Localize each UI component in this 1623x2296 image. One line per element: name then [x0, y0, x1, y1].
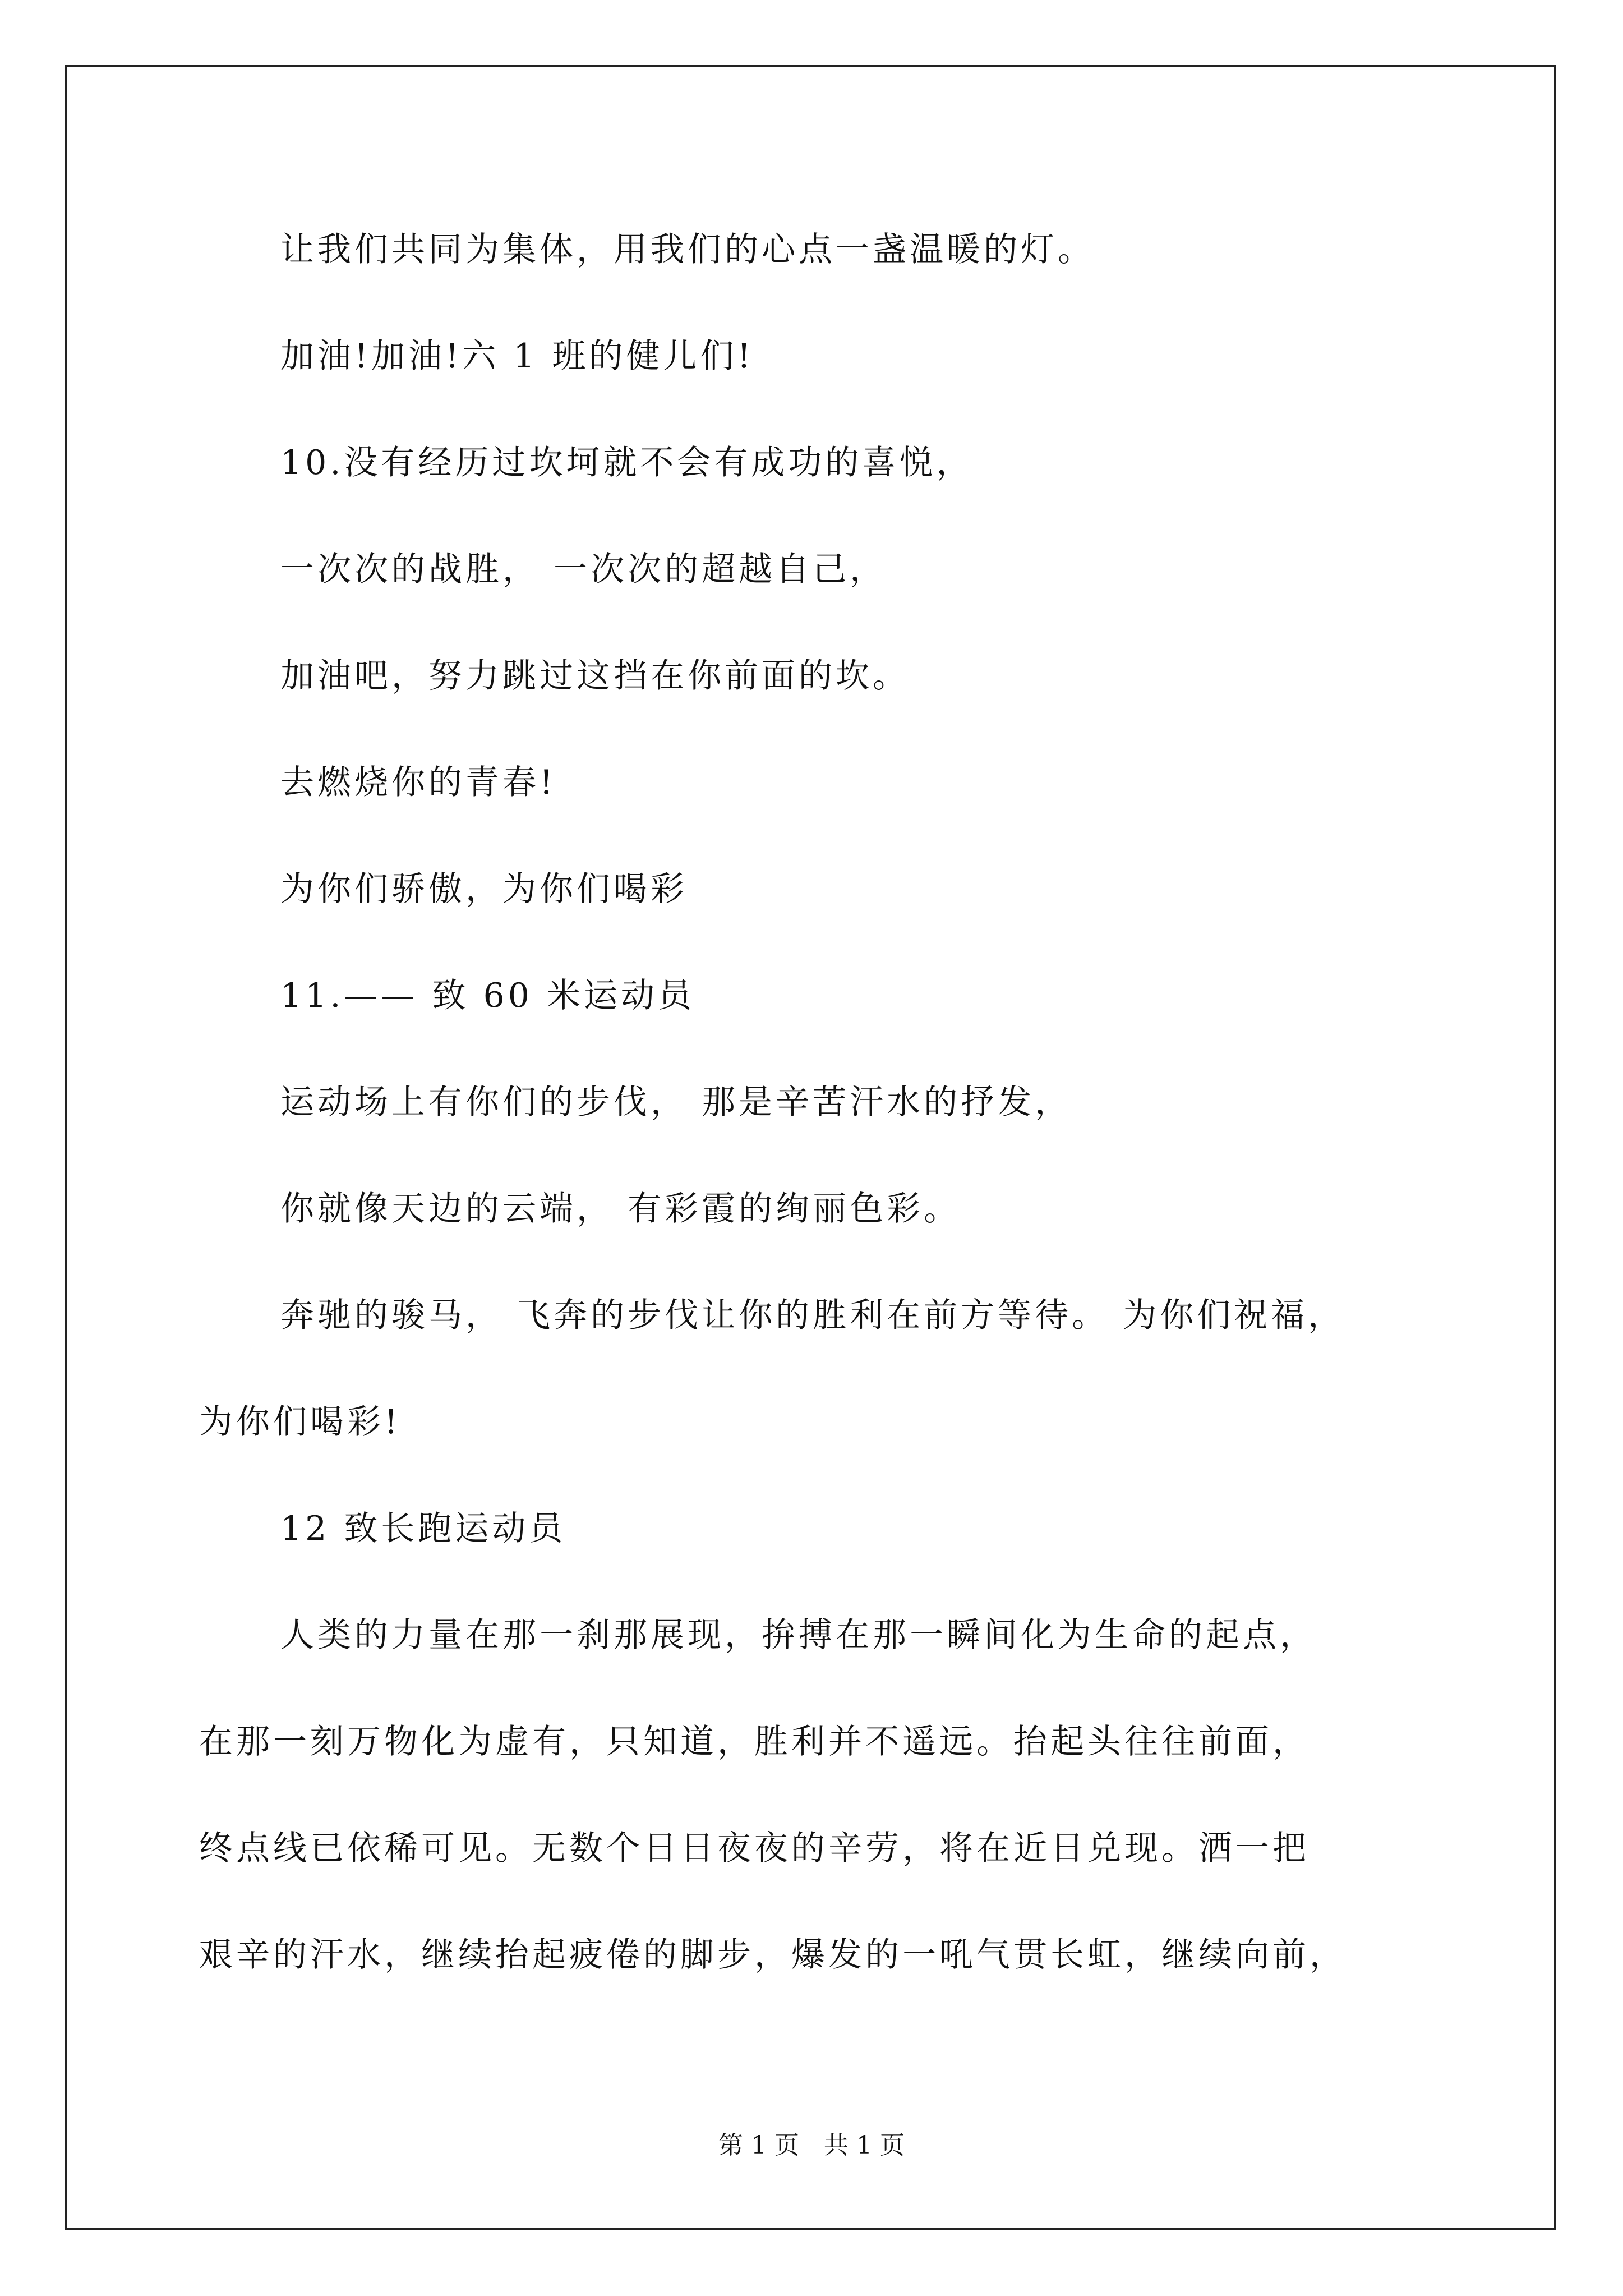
text-line: 艰辛的汗水，继续抬起疲倦的脚步，爆发的一吼气贯长虹，继续向前， [199, 1935, 1347, 1975]
text-line: 去燃烧你的青春! [280, 763, 557, 802]
text-line: 10.没有经历过坎坷就不会有成功的喜悦， [280, 443, 974, 482]
text-line: 让我们共同为集体，用我们的心点一盏温暖的灯。 [280, 230, 1095, 269]
text-line: 为你们骄傲，为你们喝彩 [280, 869, 688, 909]
text-line: 加油!加油!六 1 班的健儿们! [280, 337, 754, 376]
text-line: 人类的力量在那一刹那展现，拚搏在那一瞬间化为生命的起点， [280, 1616, 1317, 1655]
text-line: 终点线已依稀可见。无数个日日夜夜的辛劳，将在近日兑现。洒一把 [199, 1829, 1310, 1868]
text-line: 为你们喝彩! [199, 1402, 402, 1442]
text-line: 奔驰的骏马， 飞奔的步伐让你的胜利在前方等待。 为你们祝福， [280, 1296, 1345, 1335]
text-line: 你就像天边的云端， 有彩霞的绚丽色彩。 [280, 1189, 961, 1228]
text-line: 在那一刻万物化为虚有，只知道，胜利并不遥远。抬起头往往前面， [199, 1722, 1310, 1761]
text-line: 12 致长跑运动员 [280, 1509, 566, 1548]
text-line: 一次次的战胜， 一次次的超越自己， [280, 550, 887, 589]
page-footer: 第 1 页 共 1 页 [718, 2131, 905, 2160]
text-line: 加油吧，努力跳过这挡在你前面的坎。 [280, 656, 910, 696]
text-line: 11.—— 致 60 米运动员 [280, 976, 695, 1015]
text-line: 运动场上有你们的步伐， 那是辛苦汗水的抒发， [280, 1083, 1072, 1122]
page-border [65, 65, 1556, 2230]
